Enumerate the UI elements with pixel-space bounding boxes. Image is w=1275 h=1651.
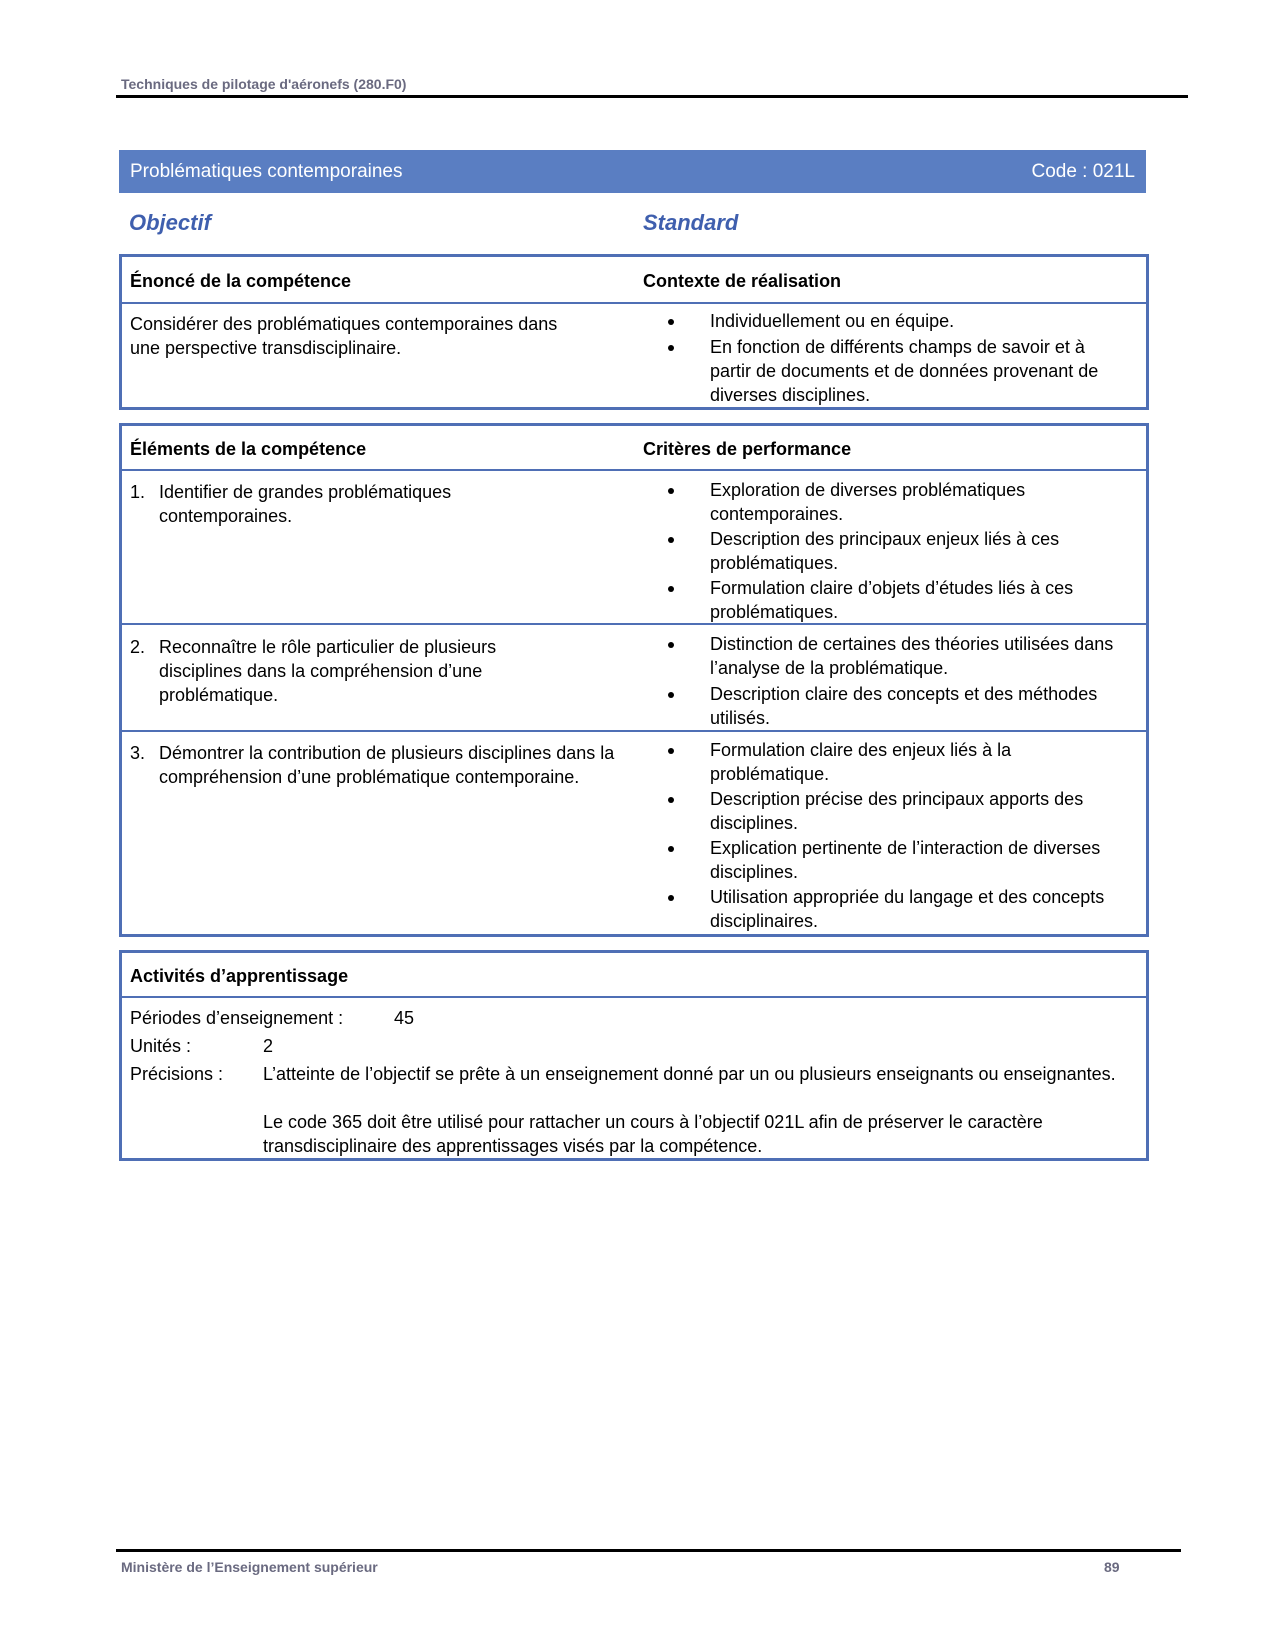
bullet-icon <box>668 345 674 351</box>
competency-title: Problématiques contemporaines <box>130 161 403 182</box>
bullet-icon <box>668 319 674 325</box>
bullet-icon <box>668 797 674 803</box>
criterion: Description claire des concepts et des méthodes utilisés. <box>710 684 1098 728</box>
criterion: Utilisation appropriée du langage et des concepts disciplinaires. <box>710 887 1105 931</box>
criterion: Exploration de diverses problématiques contemporaines. <box>710 480 1026 524</box>
criterion: Description précise des principaux apports des disciplines. <box>710 789 1084 833</box>
element-text: Identifier de grandes problématiques contemporaines. <box>159 482 452 526</box>
bullet-icon <box>668 895 674 901</box>
bullet-icon <box>668 846 674 852</box>
element-number: 1. <box>130 482 146 502</box>
competency-statement: Considérer des problématiques contemporaines dans une perspective transdisciplinaire. <box>130 314 558 358</box>
criterion: Distinction de certaines des théories utilisées dans l’analyse de la problématique. <box>710 634 1114 678</box>
running-header: Techniques de pilotage d'aéronefs (280.F0) <box>121 76 407 92</box>
page-number: 89 <box>1104 1559 1120 1575</box>
competency-code: Code : 021L <box>1031 161 1135 182</box>
precision-text: L’atteinte de l’objectif se prête à un enseignement donné par un ou plusieurs enseignants ou enseignantes. <box>263 1064 1116 1084</box>
criterion: Formulation claire d’objets d’études liés à ces problématiques. <box>710 578 1074 622</box>
periodes-value: 45 <box>394 1008 415 1028</box>
elements-heading: Éléments de la compétence <box>130 439 367 459</box>
activites-heading: Activités d’apprentissage <box>130 966 349 986</box>
precision-text: Le code 365 doit être utilisé pour rattacher un cours à l’objectif 021L afin de préserver le caractère transdisciplinaire des apprentissages visés par la compétence. <box>263 1112 1043 1156</box>
criteres-heading: Critères de performance <box>643 439 852 459</box>
bullet-icon <box>668 748 674 754</box>
standard-heading: Standard <box>643 210 739 235</box>
element-text: Reconnaître le rôle particulier de plusieurs disciplines dans la compréhension d’une problématique. <box>159 637 497 705</box>
periodes-label: Périodes d’enseignement : <box>130 1008 344 1028</box>
footer-rule <box>116 1549 1181 1552</box>
enonce-heading: Énoncé de la compétence <box>130 271 352 291</box>
activites-box <box>119 950 1149 1161</box>
unites-value: 2 <box>263 1036 274 1056</box>
header-rule <box>116 95 1188 98</box>
context-item: Individuellement ou en équipe. <box>710 311 955 331</box>
bullet-icon <box>668 692 674 698</box>
objectif-heading: Objectif <box>129 210 211 235</box>
enonce-box <box>119 254 1149 410</box>
element-number: 3. <box>130 743 146 763</box>
bullet-icon <box>668 488 674 494</box>
footer-ministry: Ministère de l’Enseignement supérieur <box>121 1559 378 1575</box>
precisions-label: Précisions : <box>130 1064 224 1084</box>
elements-box <box>119 423 1149 937</box>
title-band <box>119 150 1146 193</box>
criterion: Formulation claire des enjeux liés à la problématique. <box>710 740 1012 784</box>
bullet-icon <box>668 537 674 543</box>
criterion: Description des principaux enjeux liés à ces problématiques. <box>710 529 1060 573</box>
element-number: 2. <box>130 637 146 657</box>
element-text: Démontrer la contribution de plusieurs disciplines dans la compréhension d’une problématique contemporaine. <box>159 743 615 787</box>
unites-label: Unités : <box>130 1036 192 1056</box>
bullet-icon <box>668 642 674 648</box>
bullet-icon <box>668 586 674 592</box>
context-item: En fonction de différents champs de savoir et à partir de documents et de données provenant de diverses disciplines. <box>710 337 1099 405</box>
criterion: Explication pertinente de l’interaction de diverses disciplines. <box>710 838 1101 882</box>
contexte-heading: Contexte de réalisation <box>643 271 842 291</box>
